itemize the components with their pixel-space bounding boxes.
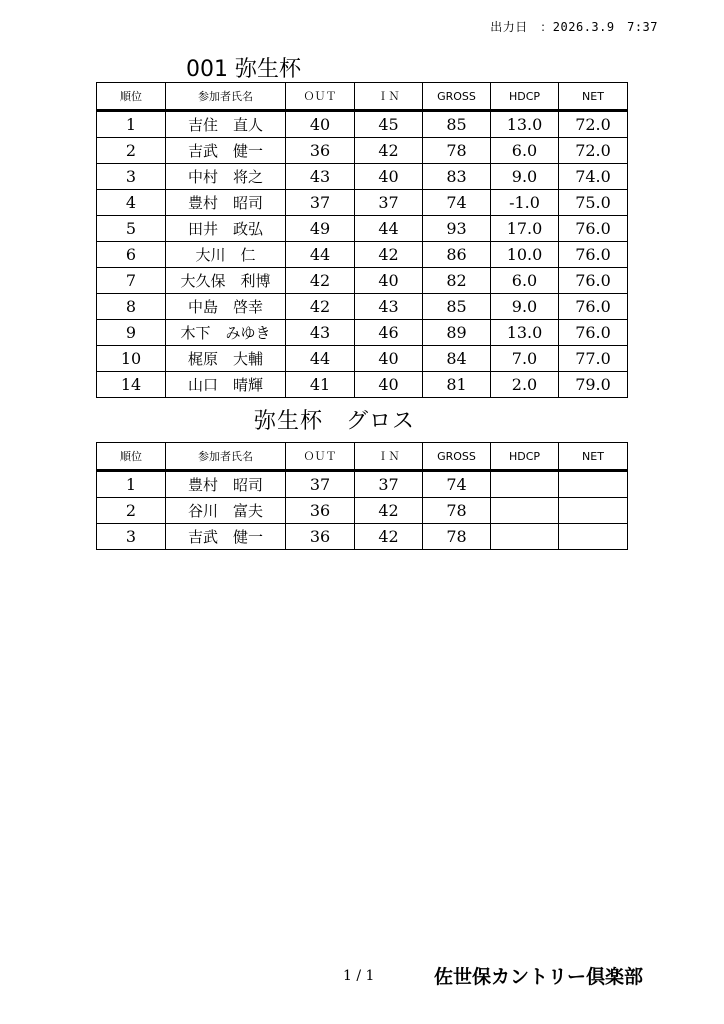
gross-cell: 78: [423, 498, 491, 524]
table-row: [97, 268, 628, 294]
table-row: [97, 346, 628, 372]
rank-cell: 3: [97, 164, 166, 190]
out-cell: 37: [286, 190, 355, 216]
header-in: ＩＮ: [355, 83, 423, 111]
gross-cell: 84: [423, 346, 491, 372]
name-cell: 吉住 直人: [166, 111, 286, 138]
table-header-row: [97, 443, 628, 471]
hdcp-cell: 9.0: [491, 164, 559, 190]
hdcp-cell: 13.0: [491, 111, 559, 138]
out-cell: 37: [286, 471, 355, 498]
header-name: 参加者氏名: [166, 83, 286, 111]
out-cell: 42: [286, 268, 355, 294]
table-row: [97, 320, 628, 346]
table-row: [97, 242, 628, 268]
gross-cell: 93: [423, 216, 491, 242]
in-cell: 40: [355, 164, 423, 190]
table-row: [97, 294, 628, 320]
net-cell: 76.0: [559, 242, 628, 268]
output-date: 出力日 ：2026.3.9 7:37: [490, 20, 658, 34]
rank-cell: 3: [97, 524, 166, 550]
net-cell: [559, 524, 628, 550]
header-out: ＯＵＴ: [286, 83, 355, 111]
table-row: [97, 471, 628, 498]
header-out: ＯＵＴ: [286, 443, 355, 471]
rank-cell: 8: [97, 294, 166, 320]
name-cell: 大久保 利博: [166, 268, 286, 294]
net-cell: 76.0: [559, 268, 628, 294]
rank-cell: 6: [97, 242, 166, 268]
name-cell: 木下 みゆき: [166, 320, 286, 346]
out-cell: 44: [286, 346, 355, 372]
gross-cell: 78: [423, 138, 491, 164]
results-table-net: [96, 82, 628, 398]
in-cell: 46: [355, 320, 423, 346]
net-cell: 79.0: [559, 372, 628, 398]
out-cell: 36: [286, 524, 355, 550]
header-hdcp: HDCP: [491, 443, 559, 471]
in-cell: 42: [355, 524, 423, 550]
name-cell: 大川 仁: [166, 242, 286, 268]
in-cell: 44: [355, 216, 423, 242]
in-cell: 40: [355, 268, 423, 294]
net-cell: 76.0: [559, 320, 628, 346]
hdcp-cell: 10.0: [491, 242, 559, 268]
net-cell: 75.0: [559, 190, 628, 216]
name-cell: 梶原 大輔: [166, 346, 286, 372]
gross-cell: 74: [423, 471, 491, 498]
net-cell: 74.0: [559, 164, 628, 190]
out-cell: 49: [286, 216, 355, 242]
name-cell: 中島 啓幸: [166, 294, 286, 320]
header-gross: GROSS: [423, 83, 491, 111]
hdcp-cell: [491, 498, 559, 524]
in-cell: 40: [355, 346, 423, 372]
name-cell: 吉武 健一: [166, 138, 286, 164]
club-name: 佐世保カントリー倶楽部: [434, 966, 644, 988]
table-row: [97, 216, 628, 242]
rank-cell: 14: [97, 372, 166, 398]
header-name: 参加者氏名: [166, 443, 286, 471]
in-cell: 42: [355, 138, 423, 164]
table-row: [97, 524, 628, 550]
out-cell: 42: [286, 294, 355, 320]
rank-cell: 2: [97, 498, 166, 524]
gross-cell: 89: [423, 320, 491, 346]
header-rank: 順位: [97, 443, 166, 471]
out-cell: 36: [286, 138, 355, 164]
out-cell: 36: [286, 498, 355, 524]
name-cell: 谷川 富夫: [166, 498, 286, 524]
table-row: [97, 111, 628, 138]
header-gross: GROSS: [423, 443, 491, 471]
gross-cell: 85: [423, 111, 491, 138]
gross-cell: 82: [423, 268, 491, 294]
in-cell: 40: [355, 372, 423, 398]
results-table-gross: [96, 442, 628, 550]
out-cell: 40: [286, 111, 355, 138]
hdcp-cell: [491, 524, 559, 550]
gross-cell: 74: [423, 190, 491, 216]
net-cell: 76.0: [559, 294, 628, 320]
hdcp-cell: 13.0: [491, 320, 559, 346]
header-in: ＩＮ: [355, 443, 423, 471]
hdcp-cell: 6.0: [491, 268, 559, 294]
net-cell: [559, 471, 628, 498]
rank-cell: 5: [97, 216, 166, 242]
table-row: [97, 372, 628, 398]
hdcp-cell: [491, 471, 559, 498]
net-cell: 76.0: [559, 216, 628, 242]
header-net: NET: [559, 83, 628, 111]
table-row: [97, 138, 628, 164]
table-row: [97, 190, 628, 216]
page-number: 1 / 1: [343, 968, 375, 984]
rank-cell: 2: [97, 138, 166, 164]
net-cell: 77.0: [559, 346, 628, 372]
table-header-row: [97, 83, 628, 111]
rank-cell: 10: [97, 346, 166, 372]
rank-cell: 4: [97, 190, 166, 216]
hdcp-cell: 17.0: [491, 216, 559, 242]
section-title-main: 001 弥生杯: [186, 57, 301, 82]
in-cell: 37: [355, 190, 423, 216]
in-cell: 42: [355, 498, 423, 524]
table-row: [97, 164, 628, 190]
header-rank: 順位: [97, 83, 166, 111]
hdcp-cell: 6.0: [491, 138, 559, 164]
table-row: [97, 498, 628, 524]
hdcp-cell: 7.0: [491, 346, 559, 372]
header-hdcp: HDCP: [491, 83, 559, 111]
net-cell: [559, 498, 628, 524]
out-cell: 44: [286, 242, 355, 268]
gross-cell: 83: [423, 164, 491, 190]
rank-cell: 1: [97, 471, 166, 498]
name-cell: 中村 将之: [166, 164, 286, 190]
hdcp-cell: 9.0: [491, 294, 559, 320]
name-cell: 田井 政弘: [166, 216, 286, 242]
gross-cell: 85: [423, 294, 491, 320]
name-cell: 豊村 昭司: [166, 190, 286, 216]
name-cell: 山口 晴輝: [166, 372, 286, 398]
gross-cell: 86: [423, 242, 491, 268]
out-cell: 41: [286, 372, 355, 398]
rank-cell: 1: [97, 111, 166, 138]
name-cell: 吉武 健一: [166, 524, 286, 550]
header-net: NET: [559, 443, 628, 471]
net-cell: 72.0: [559, 111, 628, 138]
rank-cell: 9: [97, 320, 166, 346]
in-cell: 43: [355, 294, 423, 320]
gross-cell: 78: [423, 524, 491, 550]
out-cell: 43: [286, 164, 355, 190]
hdcp-cell: -1.0: [491, 190, 559, 216]
in-cell: 37: [355, 471, 423, 498]
section-title-gross: 弥生杯 グロス: [254, 409, 416, 434]
name-cell: 豊村 昭司: [166, 471, 286, 498]
in-cell: 45: [355, 111, 423, 138]
hdcp-cell: 2.0: [491, 372, 559, 398]
gross-cell: 81: [423, 372, 491, 398]
in-cell: 42: [355, 242, 423, 268]
net-cell: 72.0: [559, 138, 628, 164]
rank-cell: 7: [97, 268, 166, 294]
out-cell: 43: [286, 320, 355, 346]
